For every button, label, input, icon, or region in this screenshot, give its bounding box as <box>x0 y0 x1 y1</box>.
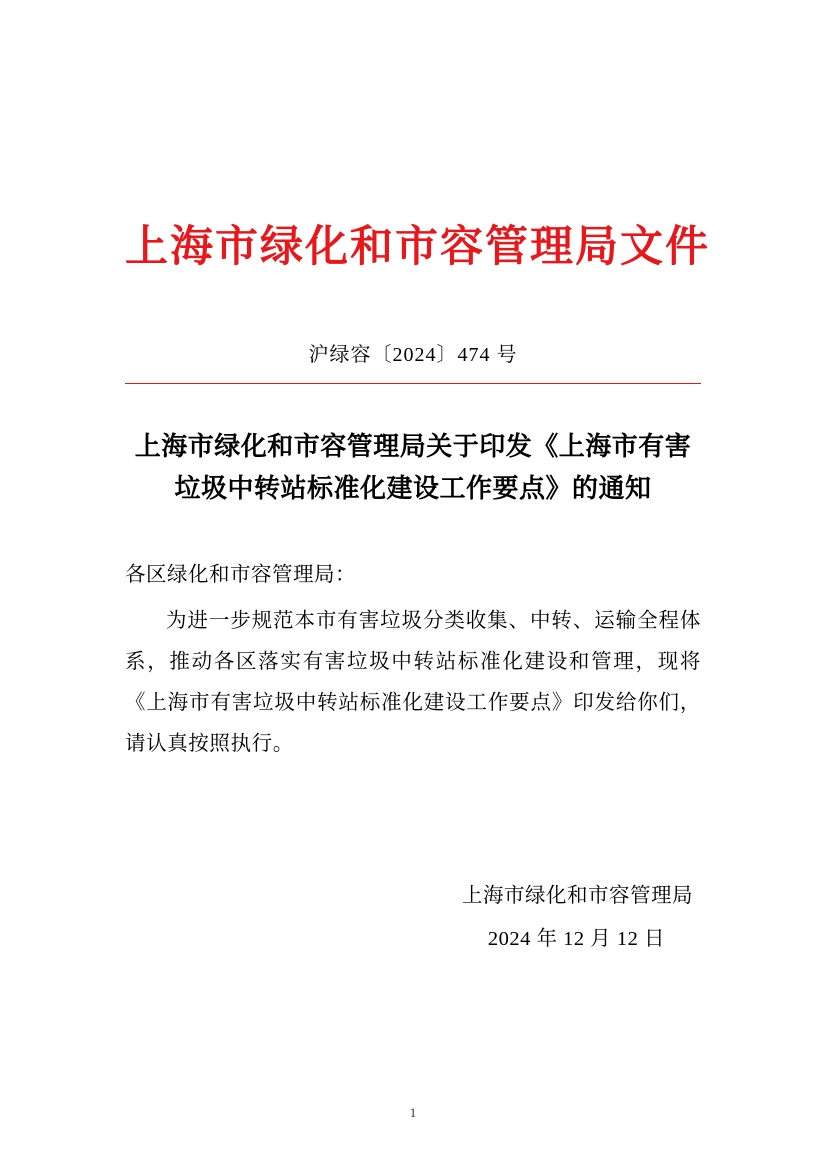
document-number: 沪绿容〔2024〕474 号 <box>308 343 518 366</box>
masthead-title: 上海市绿化和市容管理局文件 <box>125 222 710 272</box>
signature-block <box>125 875 701 961</box>
page-number: 1 <box>409 1105 417 1120</box>
salutation: 各区绿化和市容管理局： <box>125 564 356 587</box>
signature-date: 2024 年 12 月 12 日 <box>487 928 665 951</box>
page-title: 上海市绿化和市容管理局关于印发《上海市有害垃圾中转站标准化建设工作要点》的通知 <box>134 431 692 505</box>
signature-organization: 上海市绿化和市容管理局 <box>462 885 693 908</box>
red-separator-rule <box>125 383 701 384</box>
body-paragraph: 为进一步规范本市有害垃圾分类收集、中转、运输全程体系，推动各区落实有害垃圾中转站标准化建设和管理，现将《上海市有害垃圾中转站标准化建设工作要点》印发给你们，请认真按照执行。 <box>125 610 701 756</box>
